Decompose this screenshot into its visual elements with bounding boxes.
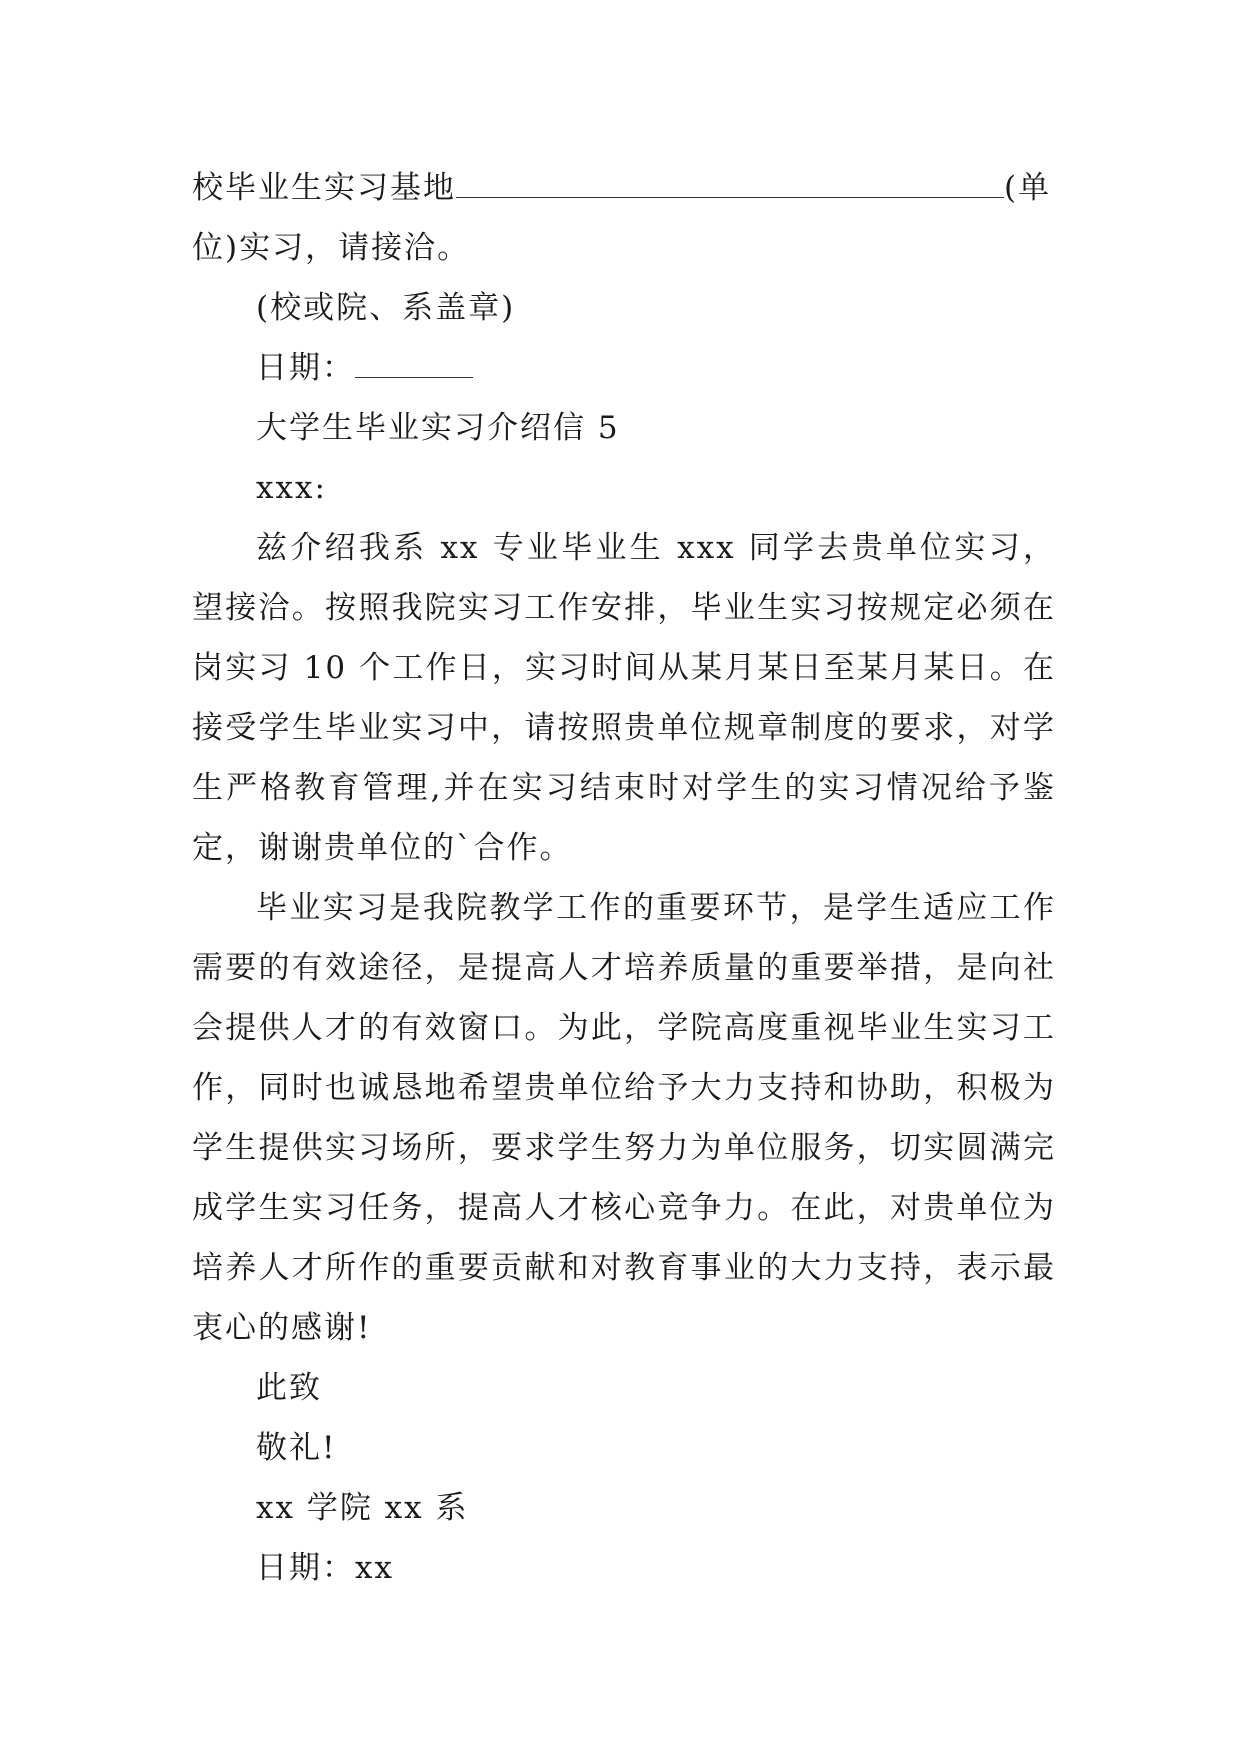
- letter-title: 大学生毕业实习介绍信 5: [256, 410, 620, 446]
- closing-line-2: 敬礼!: [256, 1430, 337, 1466]
- unit-blank: [456, 163, 1004, 198]
- date-label: 日期：: [256, 350, 355, 386]
- body-paragraph-2: 毕业实习是我院教学工作的重要环节，是学生适应工作需要的有效途径，是提高人才培养质量的重要举措，是向社会提供人才的有效窗口。为此，学院高度重视毕业生实习工作，同时也诚恳地希望贵单位给予大力支持和协助，积极为学生提供实习场所，要求学生努力为单位服务，切实圆满完成学生实习任务，提高人才核心竞争力。在此，对贵单位为培养人才所作的重要贡献和对教育事业的大力支持，表示最衷心的感谢!: [192, 890, 1056, 1346]
- prev-letter-line-1: [192, 158, 1056, 218]
- body-paragraph-1: 兹介绍我系 xx 专业毕业生 xxx 同学去贵单位实习，望接洽。按照我院实习工作安排，毕业生实习按规定必须在岗实习 10 个工作日，实习时间从某月某日至某月某日。在接受学生毕业实习中，请按照贵单位规章制度的要求，对学生严格教育管理,并在实习结束时对学生的实习情况给予鉴定，谢谢贵单位的`合作。: [192, 530, 1056, 866]
- prev-letter-line-1-tail: (单: [1004, 170, 1052, 206]
- letter-date: 日期：xx: [256, 1550, 394, 1586]
- prev-letter-line-2: 位)实习，请接洽。: [192, 230, 471, 266]
- prev-letter-date: [192, 338, 1056, 398]
- stamp-note: (校或院、系盖章): [256, 290, 516, 326]
- prev-letter-line-1-text: 校毕业生实习基地: [192, 170, 456, 206]
- date-blank: [355, 343, 473, 378]
- closing-line-1: 此致: [256, 1370, 322, 1406]
- salutation: xxx:: [256, 470, 327, 506]
- signature: xx 学院 xx 系: [256, 1490, 469, 1526]
- document-body: [192, 158, 1056, 1598]
